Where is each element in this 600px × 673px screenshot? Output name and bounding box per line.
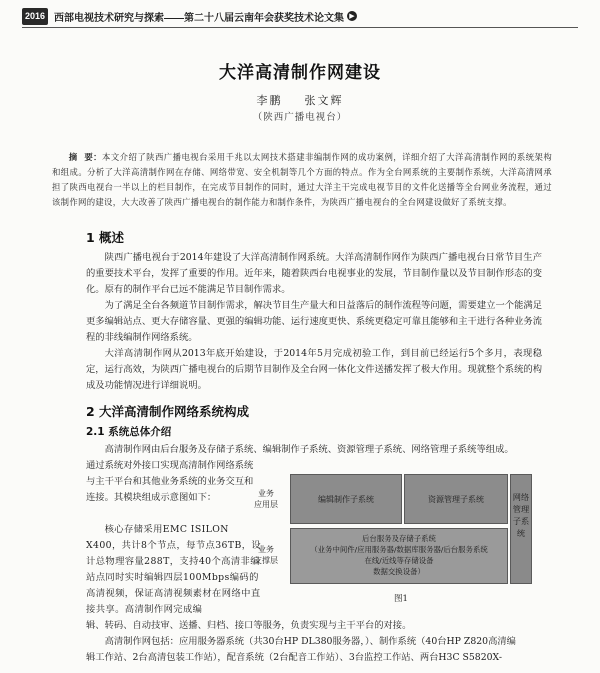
layer-label-application: 业务 应用层 [254, 489, 278, 509]
arrow-right-icon: ▶ [347, 11, 357, 21]
section-2-apps-line-2: 辑工作站、2台高清包装工作站），配音系统（2台配音工作站）、3台监控工作站、两台H3C S5820X- [86, 652, 502, 663]
article-authors: 李鹏 张文辉 [256, 94, 344, 107]
article-title: 大洋高清制作网建设 [219, 63, 381, 83]
section-1-heading: 1 概述 [86, 230, 125, 245]
year-badge: 2016 [22, 8, 48, 25]
box-edit-subsystem: 编辑制作子系统 [290, 474, 402, 524]
journal-title: 西部电视技术研究与探索——第二十八届云南年会获奖技术论文集 [54, 12, 344, 24]
section-2-storage-wrap: 核心存储采用EMC ISILON X400，共计8个节点，每节点36TB，设计总物理容量288T，支持40个高清非编站点同时实时编辑四层100Mbps编码的高清视频，保证高清视频素材在网络中直接共享。高清制作网完成编 [86, 524, 262, 615]
section-2-storage-cont: 辑、转码、自动技审、送播、归档、接口等服务，负责实现与主干平台的对接。 [86, 620, 412, 631]
abstract-label: 摘 要： [68, 152, 103, 162]
running-header [22, 6, 578, 26]
abstract-text: 本文介绍了陕西广播电视台采用千兆以太网技术搭建非编制作网的成功案例，详细介绍了大洋高清制作网的系统架构和组成。分析了大洋高清制作网在存储、网络带宽、安全机制等几个方面的特点。作为全台网系统的主要制作系统，大洋高清网承担了陕西电视台一半以上的栏目制作，在完成节目制作的同时，通过大洋主干完成电视节目的文件化送播等全台网业务流程，通过该制作网的建设，大大改善了陕西广播电视台的制作能力和制作条件，为陕西广播电视台的全台网建设做好了系统支撑。 [52, 152, 552, 207]
section-1-paragraph-1: 陕西广播电视台于2014年建设了大洋高清制作网系统。大洋高清制作网作为陕西广播电视台日常节目生产的重要技术平台，发挥了重要的作用。近年来，随着陕西台电视事业的发展，节目制作量以及节目制作形态的变化。原有的制作平台已远不能满足节目制作需求。 [86, 252, 542, 295]
box-resource-subsystem: 资源管理子系统 [404, 474, 508, 524]
backend-line-3: 数据交换设备） [373, 567, 425, 576]
section-1-paragraph-2: 为了满足全台各频道节目制作需求，解决节目生产量大和日益落后的制作流程等问题，需要建立一个能满足更多编辑站点、更大存储容量、更强的编辑功能、运行速度更快、系统更稳定可靠且能够和主干进行各种业务流程的非线编制作网络系统。 [86, 300, 542, 343]
figure-caption: 图1 [394, 594, 408, 604]
backend-line-2: 在线/近线等存储设备 [364, 556, 434, 565]
section-2-intro-full: 高清制作网由后台服务及存储子系统、编辑制作子系统、资源管理子系统、网络管理子系统等组成。 [104, 444, 514, 455]
section-1-paragraph-3: 大洋高清制作网从2013年底开始建设，于2014年5月完成初验工作，到目前已经运行5个多月，表现稳定，运行高效，为陕西广播电视台的后期节目制作及全台网一体化文件送播发挥了极大作用。现就整个系统的构成及功能情况进行详细说明。 [86, 348, 542, 391]
layer-label-support: 业务 支撑层 [254, 545, 278, 565]
backend-title: 后台服务及存储子系统 [362, 534, 436, 543]
box-network-subsystem: 网络管理子系统 [510, 474, 532, 584]
figure-1 [244, 474, 562, 626]
section-2-heading: 2 大洋高清制作网络系统构成 [86, 404, 250, 419]
section-2-apps-line-1: 高清制作网包括：应用服务器系统（共30台HP DL380服务器，）、制作系统（40台HP Z820高清编 [104, 636, 516, 647]
section-2-1-heading: 2.1 系统总体介绍 [86, 426, 172, 438]
backend-line-1: （业务中间件/应用服务器/数据库服务器/后台服务系统 [310, 545, 488, 554]
article-affiliation: （陕西广播电视台） [252, 112, 348, 123]
abstract [52, 150, 552, 210]
box-backend-subsystem [290, 528, 508, 584]
header-divider [22, 27, 578, 28]
section-2-intro-wrap: 通过系统对外接口实现高清制作网络系统与主干平台和其他业务系统的业务交互和连接。其模块组成示意图如下： [86, 460, 254, 503]
